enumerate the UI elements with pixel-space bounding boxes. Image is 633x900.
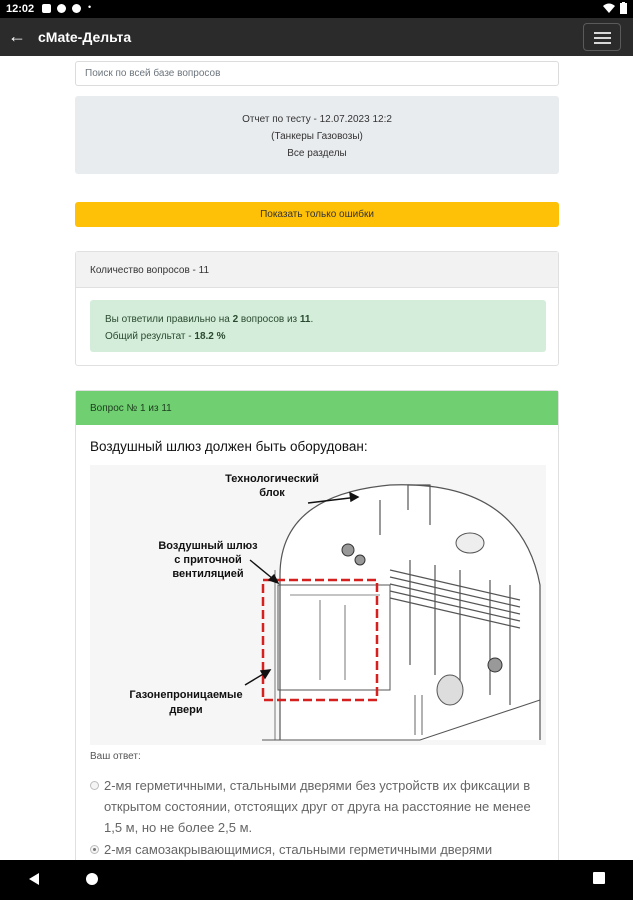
report-panel [75, 96, 559, 174]
your-answer-label: Ваш ответ: [90, 751, 141, 762]
system-nav-bar [0, 860, 633, 900]
diagram-illustration [90, 465, 546, 745]
report-category: (Танкеры Газовозы) [271, 131, 363, 142]
nav-home-icon[interactable] [85, 872, 99, 886]
back-arrow-icon[interactable]: ← [8, 26, 26, 46]
app-bar [0, 18, 633, 56]
air-lock-diagram [90, 465, 546, 745]
result-alert [90, 300, 546, 352]
radio-button[interactable] [90, 781, 99, 790]
hamburger-menu-button[interactable] [583, 23, 621, 51]
svg-text:блок: блок [259, 487, 285, 499]
answer-option-selected[interactable] [90, 839, 550, 860]
svg-text:вентиляцией: вентиляцией [172, 568, 244, 580]
answer-option-text: 2-мя герметичными, стальными дверями без устройств их фиксации в открытом состоянии, отстоящих друг от друга на расстояние не менее 1,5 м, но не более 2,5 м. [104, 778, 531, 835]
battery-icon [620, 2, 627, 14]
wifi-icon [603, 3, 615, 14]
app-title: cMate-Дельта [38, 29, 132, 45]
question-text: Воздушный шлюз должен быть оборудован: [90, 439, 368, 454]
notification-icon [42, 4, 51, 13]
answer-option[interactable] [90, 775, 550, 838]
question-card [75, 390, 559, 860]
nav-back-icon[interactable] [28, 872, 40, 886]
svg-text:двери: двери [169, 704, 203, 716]
page-content [0, 56, 633, 860]
more-dot-icon: • [88, 2, 92, 12]
status-time: 12:02 [6, 3, 35, 15]
radio-button-checked[interactable] [90, 845, 99, 854]
total-count: 11 [299, 314, 311, 325]
svg-text:с приточной: с приточной [174, 554, 242, 566]
app-notification-icon [57, 4, 66, 13]
overall-result-text: Общий результат - 18.2 % [105, 331, 226, 342]
search-input[interactable] [75, 61, 559, 86]
summary-card [75, 251, 559, 366]
show-errors-only-button[interactable]: Показать только ошибки [75, 202, 559, 227]
svg-text:Воздушный шлюз: Воздушный шлюз [158, 540, 258, 552]
report-title: Отчет по тесту - 12.07.2023 12:2 [242, 114, 392, 125]
svg-text:Газонепроницаемые: Газонепроницаемые [129, 689, 243, 701]
svg-text:Технологический: Технологический [225, 473, 319, 485]
status-bar [0, 0, 633, 18]
answer-option-text: 2-мя самозакрывающимися, стальными герметичными дверями [104, 842, 493, 857]
report-sections: Все разделы [287, 148, 347, 159]
nav-recents-icon[interactable] [593, 872, 605, 884]
correct-answers-text: Вы ответили правильно на 2 вопросов из 11. [105, 314, 314, 325]
app-notification-icon [72, 4, 81, 13]
question-number-header: Вопрос № 1 из 11 [76, 391, 558, 425]
correct-count: 2 [232, 314, 239, 325]
overall-result-value: 18.2 % [194, 331, 226, 342]
question-count-header: Количество вопросов - 11 [76, 252, 558, 288]
